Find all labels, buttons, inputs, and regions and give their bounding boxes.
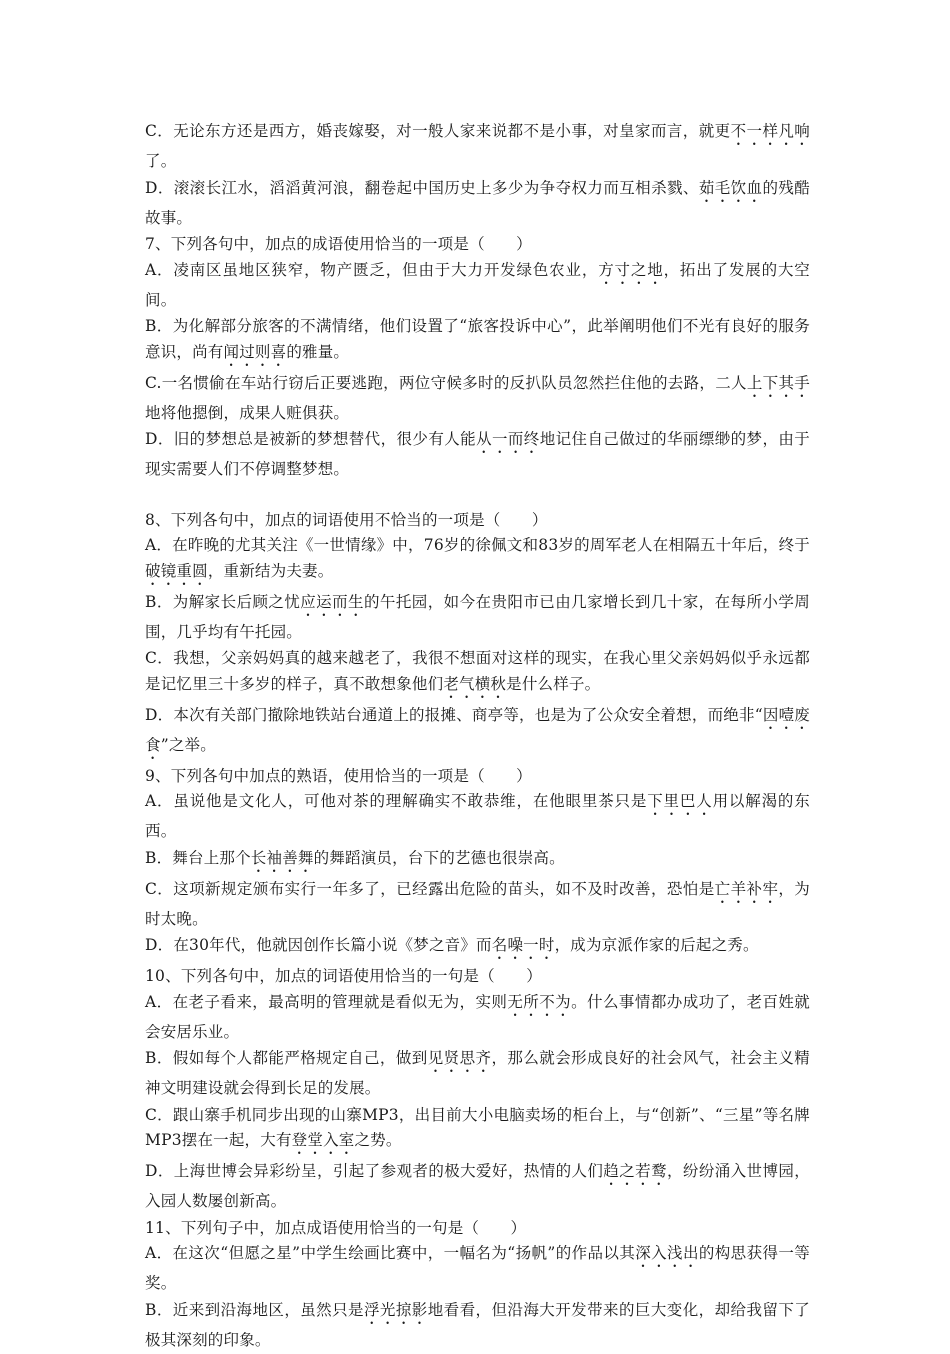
answer-option-q7c <box>145 371 810 427</box>
text-run: A．在老子看来，最高明的管理就是看似无为，实则 <box>145 992 508 1011</box>
answer-option-q8d <box>145 703 810 763</box>
text-run: B．假如每个人都能严格规定自己，做到 <box>145 1049 428 1067</box>
text-run: D．在30年代，他就因创作长篇小说《梦之音》而 <box>145 936 492 954</box>
text-run: A．在昨晚的尤其关注《一世情缘》中，76岁的徐佩文和83岁的周军老人在相隔五十年后，终于 <box>145 536 810 554</box>
question-list <box>145 119 810 1354</box>
answer-option-q7a <box>145 258 810 314</box>
text-run: 的雅量。 <box>286 342 350 361</box>
text-run: B．舞台上那个 <box>145 848 251 867</box>
section-gap <box>145 484 810 508</box>
dotted-idiom: 老气横秋 <box>443 674 507 693</box>
text-run: D．滚滚长江水，滔滔黄河浪，翻卷起中国历史上多少为争夺权力而互相杀戮、 <box>145 178 699 197</box>
dotted-idiom: 闻过则喜 <box>223 342 287 361</box>
dotted-idiom: 趋之若鹜 <box>603 1162 667 1180</box>
dotted-idiom: 亡羊补牢 <box>714 879 779 898</box>
answer-option-q7b <box>145 314 810 370</box>
text-run: 地看看，但沿海大开发带来的巨大变化，却给我留下了极其深刻的印象。 <box>145 1300 810 1349</box>
dotted-idiom: 茹毛饮血 <box>698 178 763 197</box>
text-run: 11、下列句子中，加点成语使用恰当的一句是（ ） <box>145 1218 527 1237</box>
text-run: ，重新结为夫妻。 <box>207 561 334 580</box>
text-run: ，那么就会形成良好的社会风气，社会主义精神文明建设就会得到长足的发展。 <box>145 1049 810 1097</box>
text-run: C．这项新规定颁布实行一年多了，已经露出危险的苗头，如不及时改善，恐怕是 <box>145 879 715 898</box>
dotted-idiom: 名噪一时 <box>491 936 555 954</box>
dotted-idiom: 方寸之地 <box>598 260 664 279</box>
text-run: 10、下列各句中，加点的词语使用恰当的一句是（ ） <box>145 967 542 985</box>
text-run: 是什么样子。 <box>506 674 601 693</box>
answer-option-q8b <box>145 590 810 646</box>
text-run: B．为化解部分旅客的不满情绪，他们设置了“旅客投诉中心”，此举阐明他们不光有良好的服务意识，尚有 <box>145 317 810 361</box>
answer-option-q6c <box>145 119 810 175</box>
answer-option-q6d <box>145 176 810 232</box>
text-run: B．为解家长后顾之忧 <box>145 592 301 611</box>
answer-option-q10a <box>145 990 810 1046</box>
text-run: 用以解渴的东西。 <box>145 792 810 840</box>
text-run: 9、下列各句中加点的熟语，使用恰当的一项是（ ） <box>145 766 532 785</box>
answer-option-q8a <box>145 533 810 589</box>
text-run: ，成为京派作家的后起之秀。 <box>554 936 759 954</box>
text-run: 地记住自己做过的华丽缥缈的梦，由于现实需要人们不停调整梦想。 <box>145 430 810 478</box>
text-run: C．无论东方还是西方，婚丧嫁娶，对一般人家来说都不是小事，对皇家而言，就更 <box>145 122 731 140</box>
question-stem-q10 <box>145 964 810 990</box>
dotted-idiom: 应运而生 <box>300 592 364 611</box>
answer-option-q11b <box>145 1298 810 1354</box>
dotted-idiom: 不一样凡响 <box>730 122 810 140</box>
question-stem-q8 <box>145 508 810 534</box>
text-run: 的舞蹈演员，台下的艺德也很崇高。 <box>313 848 565 867</box>
text-run: 的午托园，如今在贵阳市已由几家增长到几十家，在每所小学周围，几乎均有午托园。 <box>145 592 810 641</box>
text-run: D．本次有关部门撤除地铁站台通道上的报摊、商亭等，也是为了公众安全着想，而绝非“ <box>145 705 763 724</box>
text-run: ，拓出了发展的大空间。 <box>145 260 810 309</box>
dotted-idiom: 破镜重圆 <box>145 561 208 580</box>
question-stem-q9 <box>145 764 810 790</box>
dotted-idiom: 从一而终 <box>476 430 540 448</box>
dotted-idiom: 下里巴人 <box>647 792 713 810</box>
text-run: 地将他摁倒，成果人赃俱获。 <box>145 403 350 422</box>
text-run: D．旧的梦想总是被新的梦想替代，很少有人能 <box>145 430 477 448</box>
dotted-idiom: 长袖善舞 <box>250 848 314 867</box>
dotted-idiom: 浮光掠影 <box>364 1300 428 1319</box>
answer-option-q11a <box>145 1241 810 1297</box>
text-run: ，为时太晚。 <box>145 879 811 928</box>
text-run: C．跟山寨手机同步出现的山寨MP3，出目前大小电脑卖场的柜台上，与“创新”、“三星”等名牌MP3摆在一起，大有 <box>145 1105 810 1149</box>
answer-option-q9b <box>145 846 810 876</box>
answer-option-q9c <box>145 877 810 933</box>
text-run: ，纷纷涌入世博园，入园人数屡创新高。 <box>145 1162 810 1210</box>
dotted-idiom: 深入浅出 <box>635 1244 699 1262</box>
text-run: B．近来到沿海地区，虽然只是 <box>145 1300 364 1319</box>
dotted-idiom: 登堂入室 <box>291 1131 355 1149</box>
question-stem-q11 <box>145 1216 810 1242</box>
text-run: 的构思获得一等奖。 <box>145 1244 810 1292</box>
text-run: 之势。 <box>354 1131 402 1149</box>
dotted-idiom: 无所不为 <box>507 992 572 1011</box>
dotted-idiom: 因噎废食 <box>145 705 810 754</box>
text-run: 的残酷故事。 <box>145 178 810 227</box>
text-run: A．在这次“但愿之星”中学生绘画比赛中，一幅名为“扬帆”的作品以其 <box>145 1244 636 1262</box>
dotted-idiom: 上下其手 <box>746 373 810 392</box>
answer-option-q7d <box>145 427 810 483</box>
answer-option-q8c <box>145 646 810 702</box>
text-run: 7、下列各句中，加点的成语使用恰当的一项是（ ） <box>145 235 532 253</box>
text-run: ”之举。 <box>160 735 216 754</box>
answer-option-q9a <box>145 789 810 845</box>
answer-option-q10c <box>145 1103 810 1159</box>
text-run: C．我想，父亲妈妈真的越来越老了，我很不想面对这样的现实，在我心里父亲妈妈似乎永远都是记忆里三十多岁的样子，真不敢想象他们 <box>145 649 810 693</box>
text-run: D．上海世博会异彩纷呈，引起了参观者的极大爱好，热情的人们 <box>145 1162 604 1180</box>
question-stem-q7 <box>145 232 810 258</box>
text-run: C.一名惯偷在车站行窃后正要逃跑，两位守候多时的反扒队员忽然拦住他的去路，二人 <box>145 373 747 392</box>
text-run: A．凌南区虽地区狭窄，物产匮乏，但由于大力开发绿色农业， <box>145 260 599 279</box>
text-run: 了。 <box>145 152 177 170</box>
answer-option-q9d <box>145 933 810 963</box>
answer-option-q10d <box>145 1159 810 1215</box>
answer-option-q10b <box>145 1046 810 1102</box>
text-run: A．虽说他是文化人，可他对茶的理解确实不敢恭维，在他眼里茶只是 <box>145 792 648 810</box>
text-run: 8、下列各句中，加点的词语使用不恰当的一项是（ ） <box>145 510 548 529</box>
text-run: 。什么事情都办成功了，老百姓就会安居乐业。 <box>145 992 810 1041</box>
dotted-idiom: 见贤思齐 <box>427 1049 492 1067</box>
